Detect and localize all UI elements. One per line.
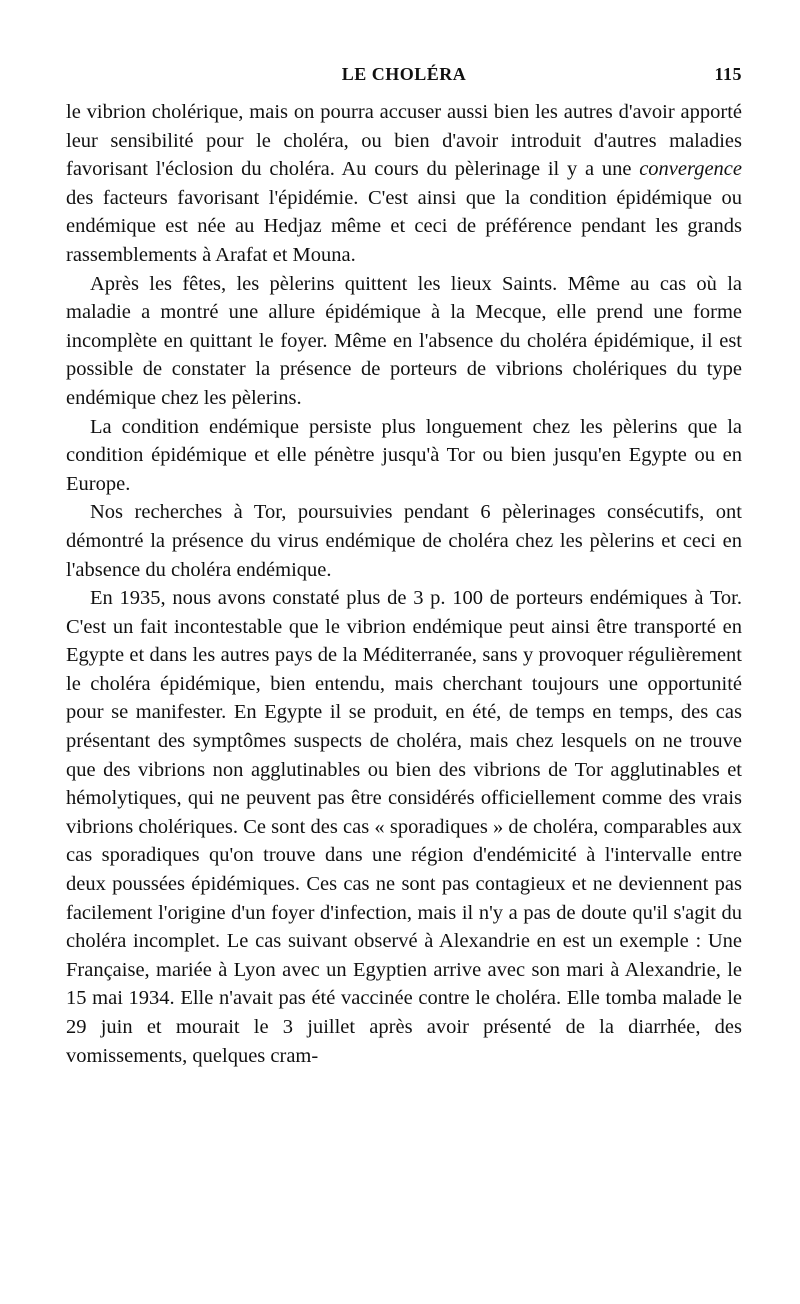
page-number: 115	[714, 64, 742, 84]
chapter-title: LE CHOLÉRA	[341, 64, 467, 84]
paragraph-2: Après les fêtes, les pèlerins quittent les lieux Saints. Même au cas où la maladie a montré une allure épidémique à la Mecque, elle prend une forme incomplète en quittant le foyer. Même en l'absence du choléra épidémique, il est possible de constater la présence de porteurs de vibrions cholériques du type endémique chez les pèlerins.	[66, 272, 742, 409]
paragraph-3: La condition endémique persiste plus longuement chez les pèlerins que la condition épidémique et elle pénètre jusqu'à Tor ou bien jusqu'en Egypte ou en Europe.	[66, 415, 742, 495]
emphasized-word: convergence	[639, 158, 742, 181]
book-page	[66, 64, 742, 1070]
paragraph-1	[66, 98, 742, 270]
paragraph-4: Nos recherches à Tor, poursuivies pendant 6 pèlerinages consécutifs, ont démontré la présence du virus endémique de choléra chez les pèlerins et ceci en l'absence du choléra endémique.	[66, 501, 742, 581]
paragraph-1-text-before: le vibrion cholérique, mais on pourra accuser aussi bien les autres d'avoir apporté leur sensibilité pour le choléra, ou bien d'avoir introduit d'autres maladies favorisant l'éclosion du choléra. Au cours du pèlerinage il y a une	[66, 101, 742, 181]
paragraph-5: En 1935, nous avons constaté plus de 3 p. 100 de porteurs endémiques à Tor. C'est un fait incontestable que le vibrion endémique peut ainsi être transporté en Egypte et dans les autres pays de la Méditerranée, sans y provoquer régulièrement le choléra épidémique, bien entendu, mais cherchant toujours une opportunité pour se manifester. En Egypte il se produit, en été, de temps en temps, des cas présentant des symptômes suspects de choléra, mais chez lesquels on ne trouve que des vibrions non agglutinables ou bien des vibrions de Tor agglutinables et hémolytiques, qui ne peuvent pas être considérés officiellement comme des vrais vibrions cholériques. Ce sont des cas « sporadiques » de choléra, comparables aux cas sporadiques qu'on trouve dans une région d'endémicité à l'intervalle entre deux poussées épidémiques. Ces cas ne sont pas contagieux et ne deviennent pas facilement l'origine d'un foyer d'infection, mais il n'y a pas de doute qu'il s'agit du choléra incomplet. Le cas suivant observé à Alexandrie en est un exemple : Une Française, mariée à Lyon avec un Egyptien arrive avec son mari à Alexandrie, le 15 mai 1934. Elle n'avait pas été vaccinée contre le choléra. Elle tomba malade le 29 juin et mourait le 3 juillet après avoir présenté de la diarrhée, des vomissements, quelques cram-	[66, 587, 742, 1067]
paragraph-1-text-after: des facteurs favorisant l'épidémie. C'est ainsi que la condition épidémique ou endémique est née au Hedjaz même et ceci de préférence pendant les grands rassemblements à Arafat et Mouna.	[66, 186, 742, 266]
body-text	[66, 98, 742, 1070]
running-head	[66, 64, 742, 98]
